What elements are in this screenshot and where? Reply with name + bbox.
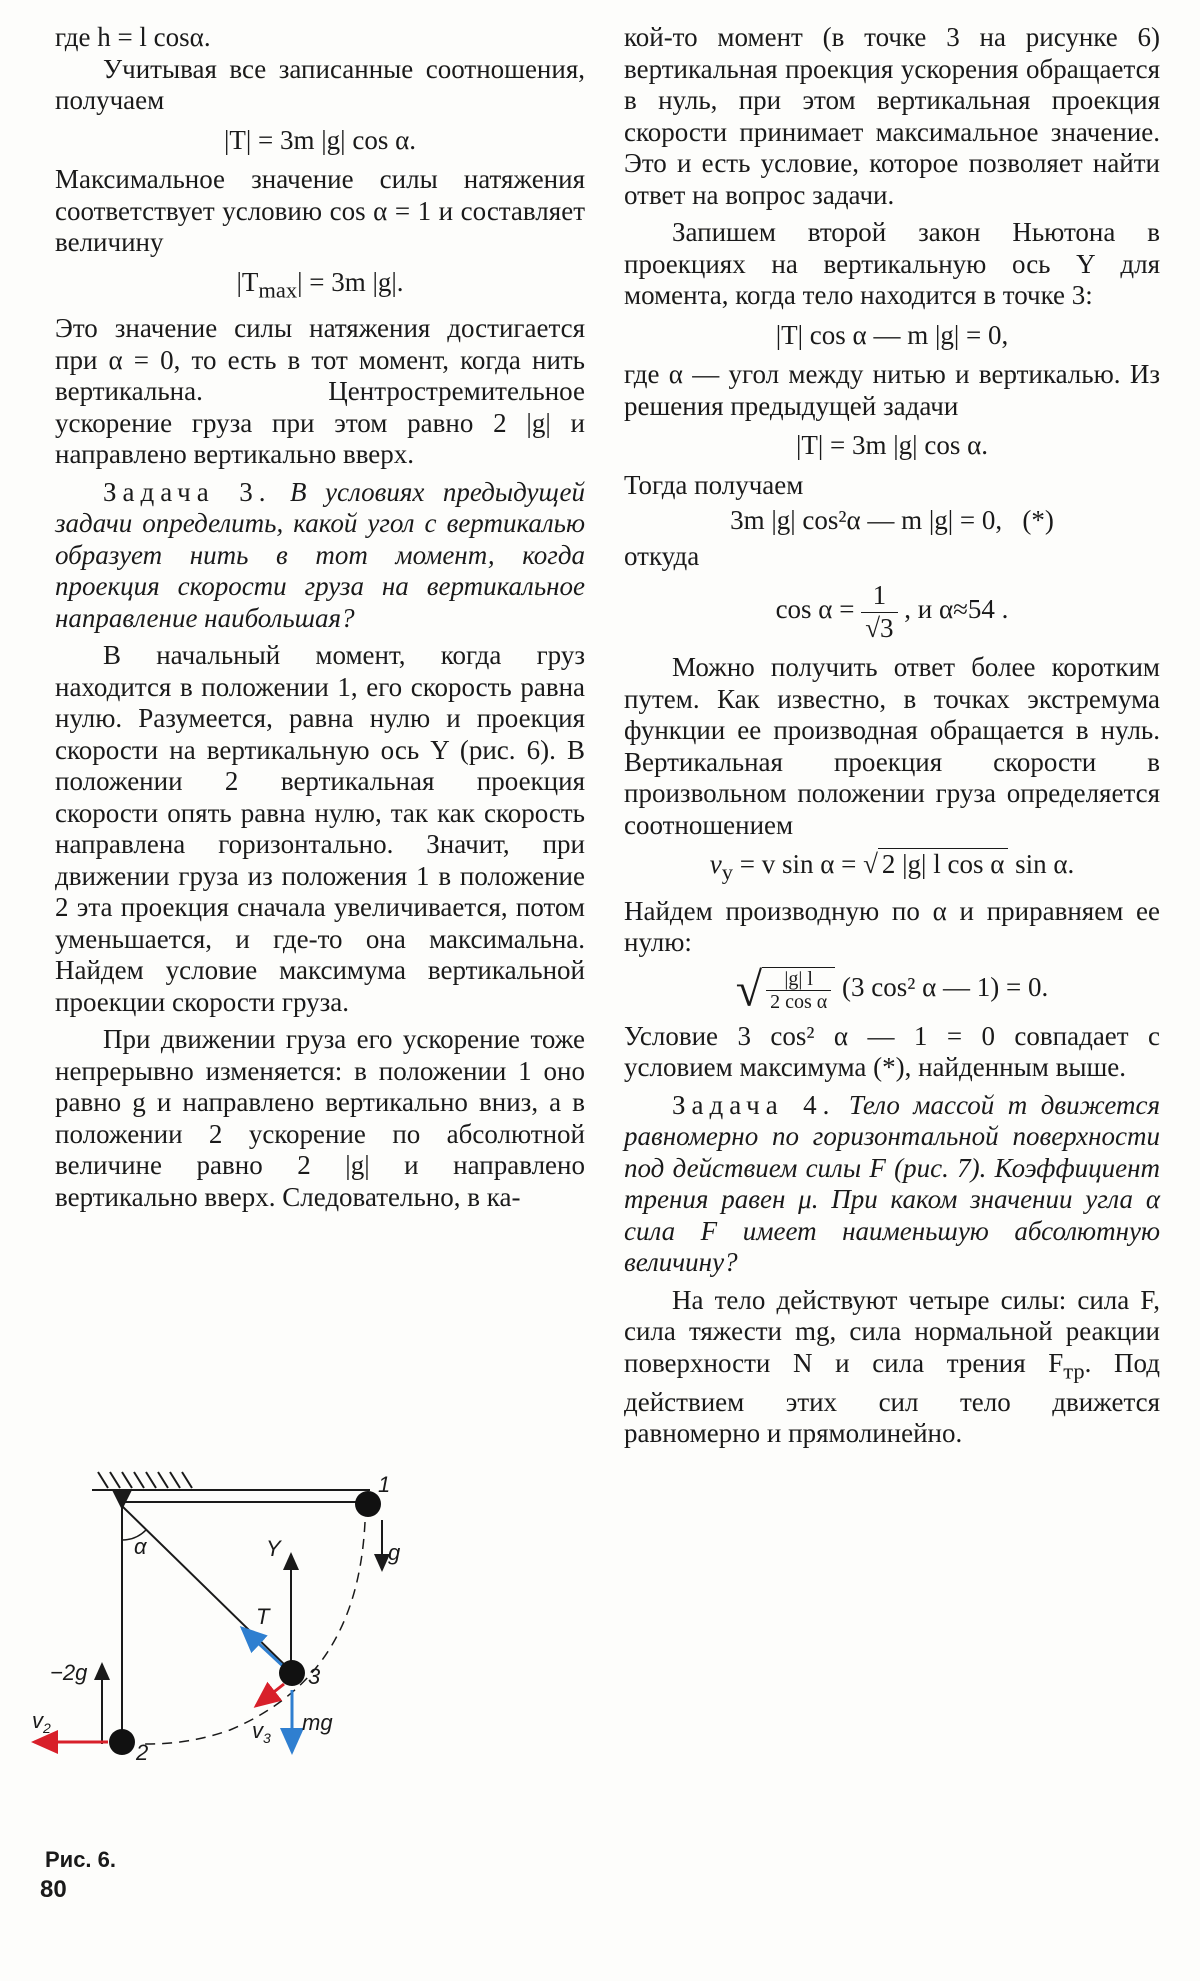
- string-position-3: [122, 1506, 292, 1672]
- eq6-num: |g| l: [766, 968, 831, 991]
- label-minus-2g: −2g: [50, 1660, 88, 1685]
- label-g: g: [388, 1540, 401, 1565]
- eq5-mid: = v sin α = √: [732, 849, 878, 879]
- figure-6-pendulum: [30, 1462, 590, 1862]
- right-para-3: где α — угол между нитью и вертикалью. Из решения предыдущей задачи: [624, 359, 1160, 421]
- right-equation-6: √ $\frac{|g| l}{\text{2 cos α}}$ (3 cos² α — 1) = 0.: [735, 963, 1049, 1017]
- right-equation-2: |T| = 3m |g| cos α.: [796, 430, 988, 460]
- left-column: [55, 22, 585, 1213]
- label-tension: T: [256, 1604, 270, 1629]
- eq4-right: , и α≈54 .: [904, 594, 1009, 625]
- label-alpha: α: [134, 1534, 147, 1559]
- label-mg: mg: [302, 1710, 333, 1735]
- left-para-6: При движении груза его ускорение тоже непрерывно изменяется: в положении 1 оно равно g и направлено вертикально вниз, а в положении 2 ускорение по абсолютной величине равно 2 |g| и направлено вертикально вверх. Следовательно, в ка-: [55, 1024, 585, 1212]
- task-4: [624, 1090, 1160, 1279]
- label-v2-main: v: [32, 1708, 43, 1733]
- ball-position-2: [109, 1729, 135, 1755]
- right-para-2: Запишем второй закон Ньютона в проекциях на вертикальную ось Y для момента, когда тело находится в точке 3:: [624, 217, 1160, 310]
- eq5-sub: y: [721, 859, 733, 885]
- eq3-mark: (*): [1022, 505, 1054, 535]
- eq4-num: 1: [861, 580, 897, 613]
- label-v3: [252, 1718, 271, 1746]
- right-para-7: Найдем производную по α и приравняем ее нулю:: [624, 895, 1160, 958]
- p9-sub: тр: [1063, 1358, 1085, 1384]
- eq2-sub: max: [258, 276, 298, 302]
- eq3-main: 3m |g| cos²α — m |g| = 0,: [730, 505, 1003, 535]
- eq6-den: 2 cos α: [770, 990, 828, 1013]
- label-position-3: 3: [308, 1664, 321, 1689]
- eq4-den: √3: [865, 612, 894, 643]
- right-para-8: Условие 3 cos² α — 1 = 0 совпадает с условием максимума (*), найденным выше.: [624, 1020, 1160, 1083]
- eq2-main: |T: [236, 266, 259, 297]
- right-equation-3: [624, 505, 1160, 537]
- label-v2-sub: 2: [43, 1720, 51, 1736]
- page-number: 80: [40, 1876, 67, 1903]
- right-para-4: Тогда получаем: [624, 469, 804, 500]
- eq4-fraction: [861, 580, 897, 644]
- eq5-v: v: [709, 849, 722, 879]
- tension-vector: [242, 1628, 285, 1668]
- eq2-rest: | = 3m |g|.: [297, 266, 404, 297]
- p9-end: . Под действием этих сил тело движется равномерно и прямолинейно.: [624, 1347, 1160, 1449]
- task-4-text: Тело массой m движется равномерно по горизонтальной поверхности под действием силы F (рис. 7). Коэффициент трения равен μ. При каком значении угла α сила F имеет наименьшую абсолютную величину?: [624, 1089, 1161, 1278]
- right-equation-1: |T| cos α — m |g| = 0,: [775, 319, 1009, 350]
- right-column: [624, 22, 1160, 1450]
- ceiling-hatch: [92, 1472, 370, 1490]
- left-equation-2: [55, 267, 585, 306]
- eq5-right: sin α.: [1008, 849, 1075, 879]
- label-position-2: 2: [136, 1740, 149, 1765]
- right-para-6: Можно получить ответ более коротким путем. Как известно, в точках экстремума функции ее производная обращается в нуль. Вертикальная проекция скорости в произвольном положении груза определяется соотношением: [624, 652, 1160, 840]
- right-para-9: [624, 1285, 1160, 1450]
- right-para-1: кой-то момент (в точке 3 на рисунке 6) вертикальная проекция ускорения обращается в нуль, при этом вертикальная проекция скорости принимает максимальное значение. Это и есть условие, которое позволяет найти ответ на вопрос задачи.: [624, 22, 1160, 210]
- task-4-label: Задача 4.: [672, 1089, 836, 1120]
- left-equation-1: |T| = 3m |g| cos α.: [224, 124, 416, 155]
- left-para-1: где h = l cosα.: [55, 22, 211, 52]
- label-position-1: 1: [378, 1472, 391, 1497]
- left-para-2: Учитывая все записанные соотношения, получаем: [55, 53, 585, 115]
- right-equation-4: [624, 580, 1160, 644]
- right-equation-5: [624, 849, 1160, 888]
- eq4-left: cos α =: [775, 594, 855, 625]
- figure-caption: Рис. 6.: [45, 1847, 117, 1872]
- task-3-label: Задача 3.: [103, 476, 272, 507]
- right-para-5: откуда: [624, 540, 700, 571]
- label-v3-sub: 3: [263, 1730, 271, 1746]
- left-para-5: В начальный момент, когда груз находится в положении 1, его скорость равна нулю. Разумеется, равна нулю и проекция скорости на вертикальную ось Y (рис. 6). В положении 2 вертикальная проекция скорости опять равна нулю, так как скорость направлена горизонтально. Значит, при движении груза из положения 1 в положение 2 эта проекция сначала увеличивается, потом уменьшается, и где-то она максимальна. Найдем условие максимума вертикальной проекции скорости груза.: [55, 640, 585, 1017]
- eq6-fraction: [762, 967, 835, 1013]
- ball-position-3: [279, 1660, 305, 1686]
- left-para-3: Максимальное значение силы натяжения соответствует условию cos α = 1 и составляет величину: [55, 164, 585, 257]
- task-3: [55, 477, 585, 635]
- label-y-axis: Y: [266, 1536, 281, 1561]
- task-3-text: В условиях предыдущей задачи определить, какой угол с вертикалью образует нить в тот момент, когда проекция скорости груза на вертикальное направление наибольшая?: [55, 476, 585, 633]
- left-para-4: Это значение силы натяжения достигается при α = 0, то есть в тот момент, когда нить вертикальна. Центростремительное ускорение груза при этом равно 2 |g| и направлено вертикально вверх.: [55, 313, 585, 470]
- eq6-right: (3 cos² α — 1) = 0.: [842, 972, 1049, 1003]
- p9-main: На тело действуют четыре силы: сила F, сила тяжести mg, сила нормальной реакции поверхности N и сила трения F: [624, 1284, 1160, 1378]
- label-v3-main: v: [252, 1718, 263, 1743]
- label-v2: [32, 1708, 51, 1736]
- eq5-root: 2 |g| l cos α: [878, 848, 1008, 879]
